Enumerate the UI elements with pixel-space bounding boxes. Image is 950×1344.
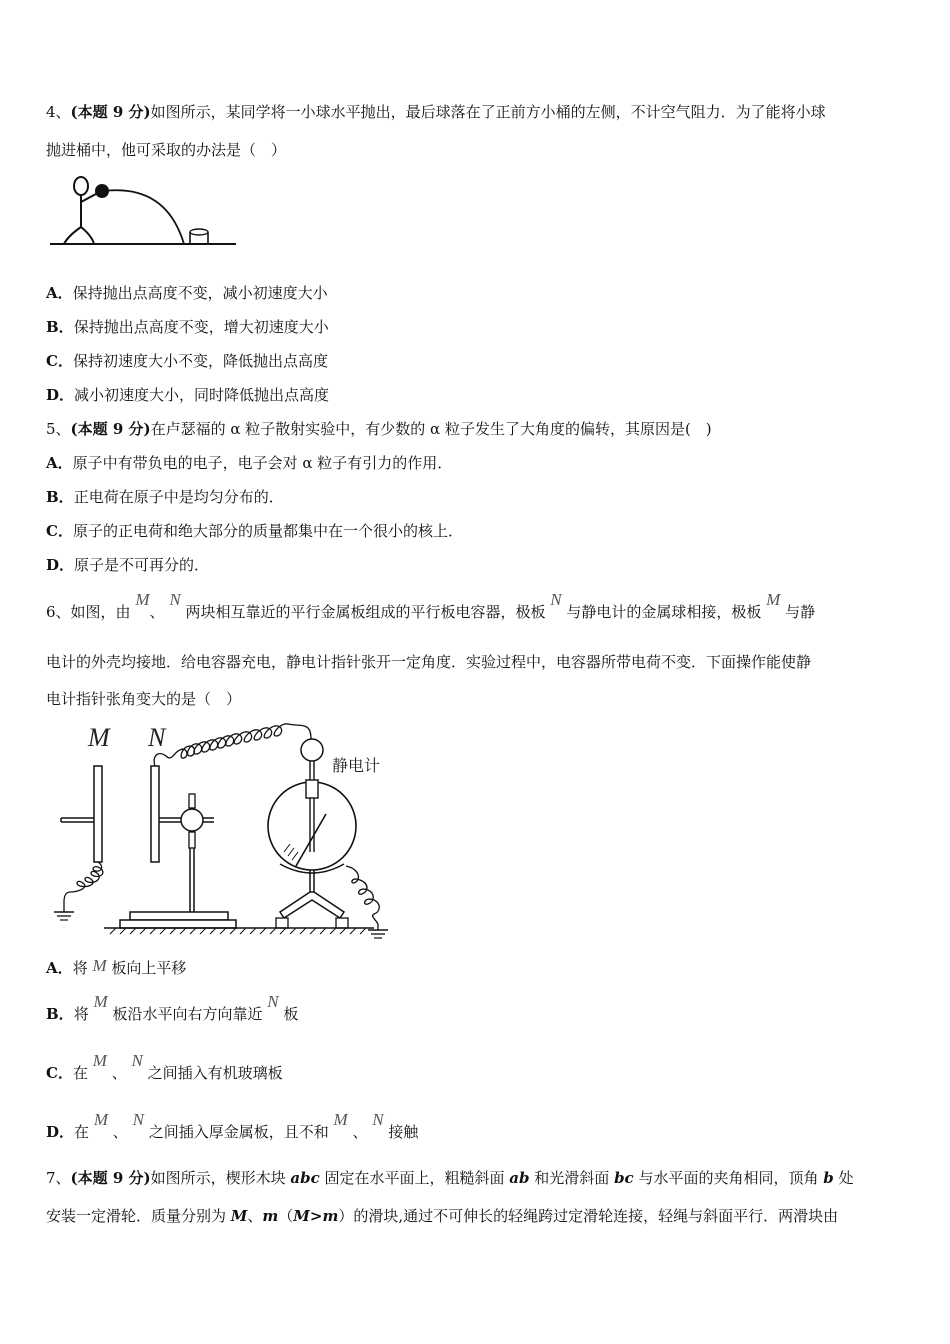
q5-option-d[interactable]: D．原子是不可再分的． <box>46 556 210 574</box>
stand-base <box>130 912 228 920</box>
q6-figure <box>44 716 394 944</box>
var-m: M <box>92 1051 107 1070</box>
var-m: M <box>766 590 781 609</box>
connecting-wire <box>154 724 312 766</box>
q4-option-a[interactable]: A．保持抛出点高度不变，减小初速度大小 <box>46 284 328 302</box>
q5-stem: 5、(本题 9 分)在卢瑟福的 α 粒子散射实验中，有少数的 α 粒子发生了大角度的偏转，其原因是( ) <box>46 420 712 438</box>
insulating-stand-knob <box>181 809 203 831</box>
q4-option-c[interactable]: C．保持初速度大小不变，降低抛出点高度 <box>46 352 328 370</box>
q4-option-b[interactable]: B．保持抛出点高度不变，增大初速度大小 <box>46 318 329 336</box>
q5-option-b[interactable]: B．正电荷在原子中是均匀分布的． <box>46 488 284 506</box>
electrometer-tripod <box>280 892 344 918</box>
var-n: N <box>550 590 562 609</box>
q4-figure <box>48 172 240 250</box>
var-m: M <box>93 1110 108 1129</box>
bucket-rim <box>190 229 208 235</box>
var-m: M <box>135 590 150 609</box>
thrower-legs <box>64 227 94 244</box>
var-n: N <box>169 590 181 609</box>
figure-label-m: M <box>88 723 110 752</box>
q4-stem-line1: 4、(本题 9 分)如图所示，某同学将一小球水平抛出，最后球落在了正前方小桶的左侧，不计空气阻力．为了能将小球 <box>46 103 826 121</box>
electrometer-insulator <box>306 780 318 798</box>
ground-coil-right <box>346 866 379 924</box>
var-m: M <box>92 956 107 975</box>
q4-option-d[interactable]: D．减小初速度大小，同时降低抛出点高度 <box>46 386 330 404</box>
figure-label-n: N <box>148 723 166 752</box>
ground-coil-left <box>64 862 103 902</box>
q6-option-a[interactable]: A．将 M 板向上平移 <box>46 956 187 977</box>
var-n: N <box>267 992 279 1011</box>
q6-option-d[interactable]: D．在 M 、 N 之间插入厚金属板，且不和 M 、 N 接触 <box>46 1110 419 1141</box>
var-m: M <box>333 1110 348 1129</box>
q6-option-b[interactable]: B．将 M 板沿水平向右方向靠近 N 板 <box>46 992 299 1023</box>
q6-stem-line2: 电计的外壳均接地．给电容器充电，静电计指针张开一定角度．实验过程中，电容器所带电荷不变．下面操作能使静 <box>46 653 812 671</box>
q6-option-c[interactable]: C．在 M 、 N 之间插入有机玻璃板 <box>46 1051 283 1082</box>
q7-stem-line1: 7、(本题 9 分)如图所示，楔形木块 abc 固定在水平面上，粗糙斜面 ab 和光滑斜面 bc 与水平面的夹角相同，顶角 b 处 <box>46 1169 854 1187</box>
q4-stem-line2: 抛进桶中，他可采取的办法是（ ） <box>46 141 287 159</box>
plate-n <box>151 766 159 862</box>
trajectory <box>104 190 184 244</box>
thrower-head <box>74 177 88 195</box>
q7-stem-line2: 安装一定滑轮．质量分别为 M、m（M>m）的滑块,通过不可伸长的轻绳跨过定滑轮连接，轻绳与斜面平行．两滑块由 <box>46 1207 839 1225</box>
electrometer-ball <box>301 739 323 761</box>
var-n: N <box>132 1110 144 1129</box>
var-n: N <box>372 1110 384 1129</box>
var-n: N <box>131 1051 143 1070</box>
plate-m <box>94 766 102 862</box>
q5-option-c[interactable]: C．原子的正电荷和绝大部分的质量都集中在一个很小的核上． <box>46 522 463 540</box>
q6-stem-line3: 电计指针张角变大的是（ ） <box>46 690 242 708</box>
figure-label-electrometer: 静电计 <box>332 756 381 775</box>
var-m: M <box>93 992 108 1011</box>
q6-stem-line1: 6、如图，由 M、 N 两块相互靠近的平行金属板组成的平行板电容器，极板 N 与静电计的金属球相接，极板 M 与静 <box>46 590 816 621</box>
q5-option-a[interactable]: A．原子中有带负电的电子，电子会对 α 粒子有引力的作用． <box>46 454 453 472</box>
